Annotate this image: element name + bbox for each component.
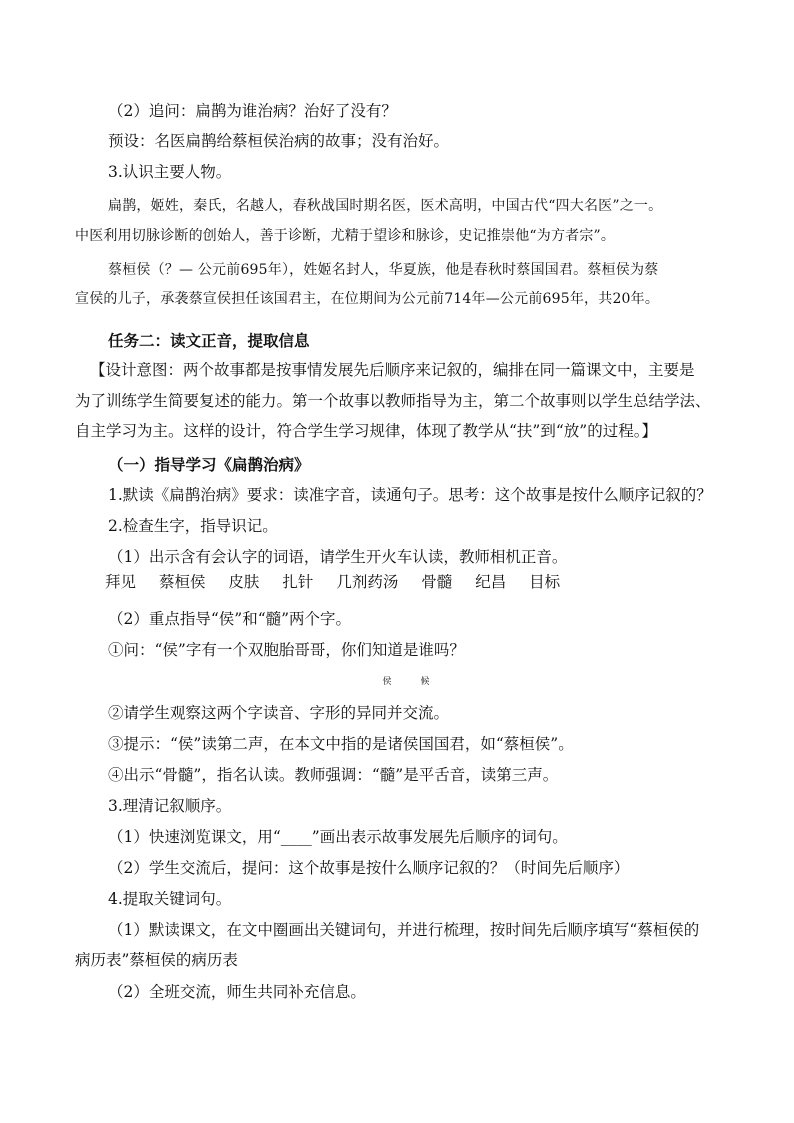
caihuanhou-bio-line-1: 蔡桓侯（？— 公元前695年），姓姬名封人，华夏族，他是春秋时蔡国国君。蔡桓侯为蔡 xyxy=(108,262,659,278)
vocab-word: 纪昌 xyxy=(475,573,507,591)
question-1: ①问：“侯”字有一个双胞胎哥哥，你们知道是谁吗？ xyxy=(108,641,465,659)
section-one-heading: （一）指导学习《扁鹊治病》 xyxy=(108,455,310,474)
paragraph-follow-up-question: （2）追问：扁鹊为谁治病？治好了没有？ xyxy=(108,102,397,120)
vocabulary-word-list xyxy=(105,572,560,592)
design-intent-line-3: 自主学习为主。这样的设计，符合学生学习规律，体现了教学从“扶”到“放”的过程。】 xyxy=(75,422,657,440)
twin-character: 候 xyxy=(420,677,430,687)
question-4: ④出示“骨髓”，指名认读。教师强调：“髓”是平舌音，读第三声。 xyxy=(108,766,559,784)
step-2-check-characters: 2.检查生字，指导识记。 xyxy=(108,517,278,535)
task-two-heading: 任务二：读文正音，提取信息 xyxy=(108,331,310,350)
question-3: ③提示：“侯”读第二声，在本文中指的是诸侯国国君，如“蔡桓侯”。 xyxy=(108,735,574,753)
question-2: ②请学生观察这两个字读音、字形的异同并交流。 xyxy=(108,704,450,722)
step-2-2-key-characters: （2）重点指导“侯”和“髓”两个字。 xyxy=(108,610,352,628)
paragraph-preset-answer: 预设：名医扁鹊给蔡桓侯治病的故事；没有治好。 xyxy=(108,132,450,150)
vocab-word: 拜见 xyxy=(105,573,137,591)
vocab-word: 蔡桓侯 xyxy=(158,573,206,591)
step-3-2-discuss: （2）学生交流后，提问：这个故事是按什么顺序记叙的？（时间先后顺序） xyxy=(108,859,630,877)
paragraph-know-characters: 3.认识主要人物。 xyxy=(108,163,232,181)
step-4-2-share: （2）全班交流，师生共同补充信息。 xyxy=(108,983,366,1001)
step-3-narrative-order: 3.理清记叙顺序。 xyxy=(108,797,232,815)
twin-characters xyxy=(0,672,794,692)
step-4-1-line-2: 病历表”蔡桓侯的病历表 xyxy=(75,951,238,969)
bianque-bio-line-1: 扁鹊，姬姓，秦氏，名越人，春秋战国时期名医，医术高明，中国古代“四大名医”之一。 xyxy=(108,198,663,214)
caihuanhou-bio-line-2: 宣侯的儿子，承袭蔡宣侯担任该国君主，在位期间为公元前714年—公元前695年，共20年。 xyxy=(75,291,660,307)
vocab-word: 几剂药汤 xyxy=(336,573,399,591)
bianque-bio-line-2: 中医利用切脉诊断的创始人，善于诊断，尤精于望诊和脉诊，史记推崇他“为方者宗”。 xyxy=(75,228,616,244)
vocab-word: 目标 xyxy=(529,573,561,591)
vocab-word: 皮肤 xyxy=(228,573,260,591)
step-4-1-line-1: （1）默读课文，在文中圈画出关键词句，并进行梳理，按时间先后顺序填写“蔡桓侯的 xyxy=(108,921,700,939)
twin-character: 侯 xyxy=(382,677,392,687)
step-4-key-phrases: 4.提取关键词句。 xyxy=(108,890,232,908)
step-3-1-browse: （1）快速浏览课文，用“____”画出表示故事发展先后顺序的词句。 xyxy=(108,828,568,846)
design-intent-line-2: 为了训练学生简要复述的能力。第一个故事以教师指导为主，第二个故事则以学生总结学法、 xyxy=(75,392,711,410)
step-2-1-show-words: （1）出示含有会认字的词语，请学生开火车认读，教师相机正音。 xyxy=(108,548,568,566)
step-1-silent-reading: 1.默读《扁鹊治病》要求：读准字音，读通句子。思考：这个故事是按什么顺序记叙的？ xyxy=(108,486,712,504)
vocab-word: 扎针 xyxy=(282,573,314,591)
design-intent-line-1: 【设计意图：两个故事都是按事情发展先后顺序来记叙的，编排在同一篇课文中，主要是 xyxy=(90,361,695,379)
vocab-word: 骨髓 xyxy=(421,573,453,591)
